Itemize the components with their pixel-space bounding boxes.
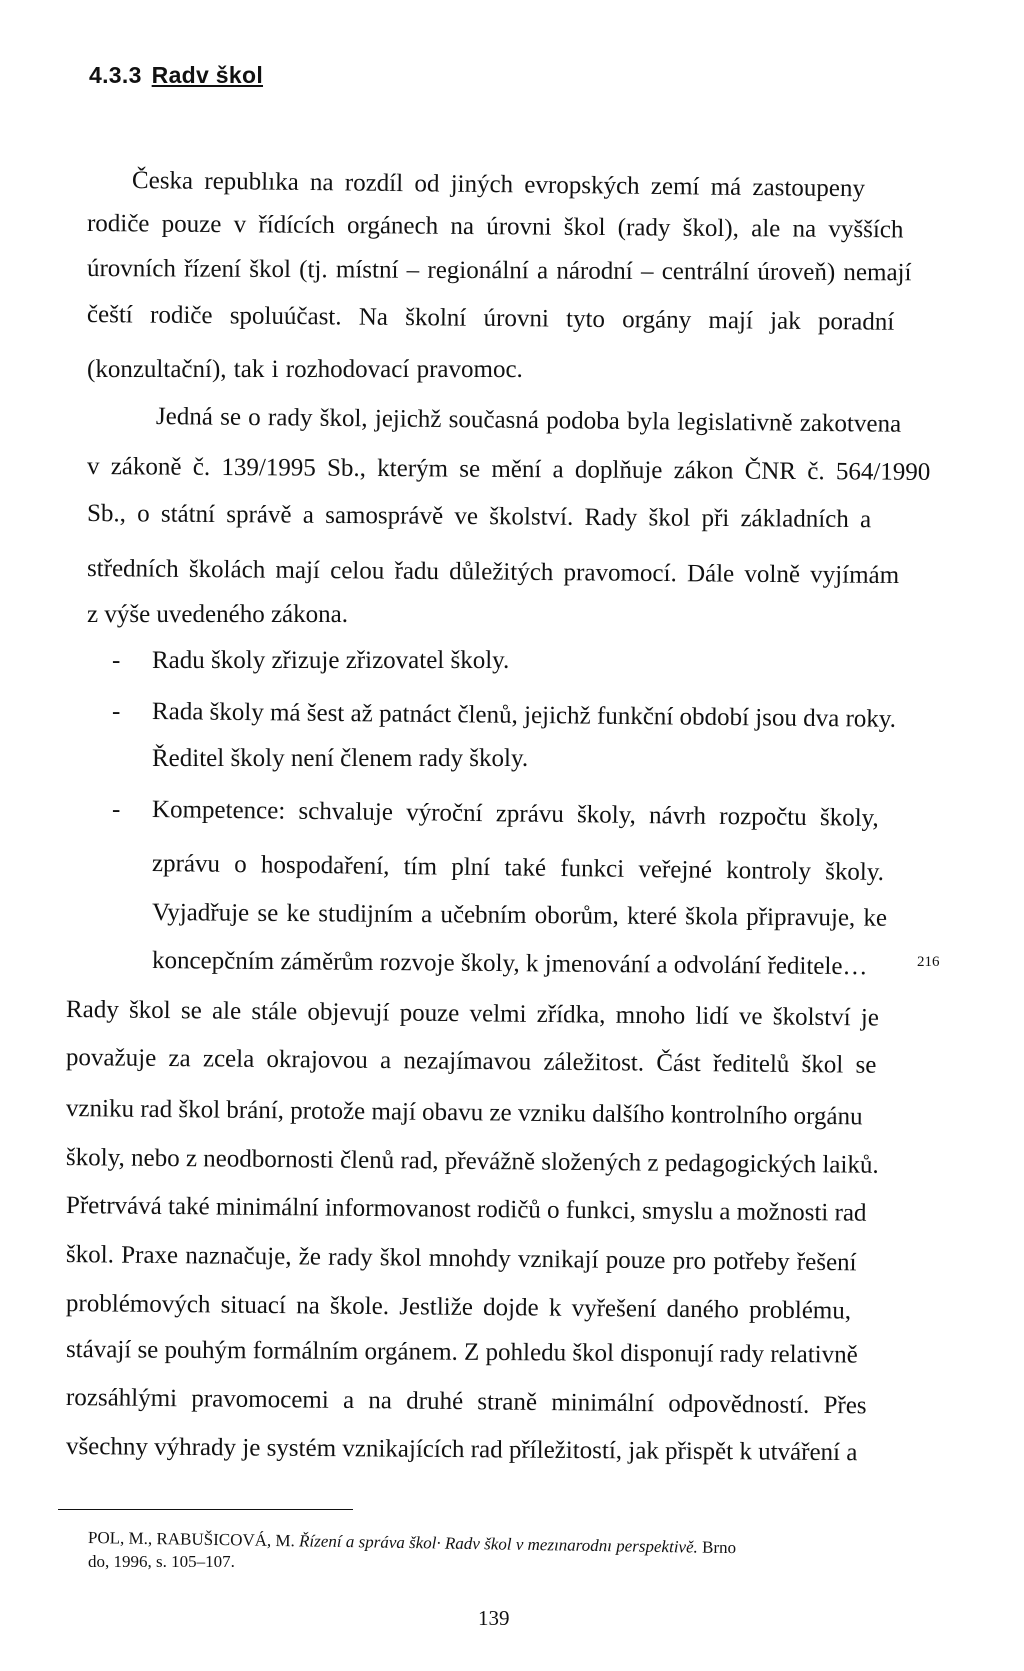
section-heading <box>89 62 263 89</box>
text-line: úrovních řízení škol (tj. místní – regionální a národní – centrální úroveň) nemají <box>86 255 912 287</box>
section-number: 4.3.3 <box>89 62 142 88</box>
document-page: 4.3.3 Radv škol Česka republıka na rozdíl od jiných evropských zemí má zastoupeny rodiče pouze v řídících orgánech na úrovni škol (rady škol), ale na vyšších úrovních řízení škol (tj. místní – regionální a národní – centrální úroveň) nemají čeští rodiče spoluúčast. Na školní úrovni tyto orgány mají jak poradní (konzultační), tak i rozhodovací pravomoc. Jedná se o rady škol, jejichž současná podoba byla legislativně zakotvena v zákoně č. 139/1995 Sb., kterým se mění a doplňuje zákon ČNR č. 564/1990 Sb., o státní správě a samosprávě ve školství. Rady škol při základních a středních školách mají celou řadu důležitých pravomocí. Dále volně vyjímám z výše uvedeného zákona. - Radu školy zřizuje zřizovatel školy. - Rada školy má šest až patnáct členů, jejichž funkční období jsou dva roky. Ředitel školy není členem rady školy. - Kompetence: schvaluje výroční zprávu školy, návrh rozpočtu školy, zprávu o hospodaření, tím plní také funkci veřejné kontroly školy. Vyjadřuje se ke studijním a učebním oborům, které škola připravuje, ke koncepčním záměrům rozvoje školy, k jmenování a odvolání ředitele… 216 Rady škol se ale stále objevují pouze velmi zřídka, mnoho lidí ve školství je považuje za zcela okrajovou a nezajímavou záležitost. Část ředitelů škol se vzniku rad škol brání, protože mají obavu ze vzniku dalšího kontrolního orgánu školy, nebo z neodbornosti členů rad, převážně složených z pedagogických laiků. Přetrvává také minimální informovanost rodičů o funkci, smyslu a možnosti rad škol. Praxe naznačuje, že rady škol mnohdy vznikají pouze pro potřeby řešení problémových situací na škole. Jestliže dojde k vyřešení daného problému, stávají se pouhým formálním orgánem. Z pohledu škol disponují rady relativně rozsáhlými pravomocemi a na druhé straně minimální odpovědností. Přes všechny výhrady je systém vznikajících rad příležitostí, jak přispět k utváření a POL, M., RABUŠICOVÁ, M. Řízení a správa škol· Radv škol v mezınarodnı perspektivě. Brno do, 1996, s. 105–107. 139 <box>0 0 1024 1671</box>
text-line: Jedná se o rady škol, jejichž současná podoba byla legislativně zakotvena <box>155 403 902 438</box>
text-line: škol. Praxe naznačuje, že rady škol mnohdy vznikají pouze pro potřeby řešení <box>65 1241 857 1277</box>
text-line: čeští rodiče spoluúčast. Na školní úrovni tyto orgány mají jak poradní <box>86 301 895 336</box>
text-line: rozsáhlými pravomocemi a na druhé straně minimální odpovědností. Přes <box>65 1384 867 1420</box>
text-line: považuje za zcela okrajovou a nezajímavou záležitost. Část ředitelů škol se <box>65 1044 877 1079</box>
text-line: stávají se pouhým formálním orgánem. Z pohledu škol disponují rady relativně <box>65 1336 858 1369</box>
text-line: Česka republıka na rozdíl od jiných evropských zemí má zastoupeny <box>131 167 866 203</box>
list-item-text: Kompetence: schvaluje výroční zprávu školy, návrh rozpočtu školy, <box>151 796 879 832</box>
text-line: v zákoně č. 139/1995 Sb., kterým se mění a doplňuje zákon ČNR č. 564/1990 <box>86 453 931 486</box>
text-line: Přetrvává také minimální informovanost rodičů o funkci, smyslu a možnosti rad <box>65 1192 867 1227</box>
list-item-text: Radu školy zřizuje zřizovatel školy. <box>152 647 510 674</box>
text-line: z výše uvedeného zákona. <box>87 601 348 628</box>
footnote-title: Řízení a správa škol· Radv škol v mezınarodnı perspektivě. <box>298 1531 699 1557</box>
text-line: školy, nebo z neodbornosti členů rad, převážně složených z pedagogických laiků. <box>65 1144 879 1179</box>
page-number: 139 <box>478 1606 510 1630</box>
list-item-text: koncepčním záměrům rozvoje školy, k jmenování a odvolání ředitele… <box>151 947 868 981</box>
text-line: Rady škol se ale stále objevují pouze velmi zřídka, mnoho lidí ve školství je <box>65 996 880 1032</box>
list-item-text: Rada školy má šest až patnáct členů, jejichž funkční období jsou dva roky. <box>151 698 897 733</box>
text-line: rodiče pouze v řídících orgánech na úrovni škol (rady škol), ale na vyšších <box>86 210 904 244</box>
footnote-place: Brno <box>701 1537 737 1558</box>
text-line: (konzultační), tak i rozhodovací pravomoc. <box>87 356 523 383</box>
text-line: středních školách mají celou řadu důležitých pravomocí. Dále volně vyjímám <box>86 555 900 590</box>
list-item-text: zprávu o hospodaření, tím plní také funkci veřejné kontroly školy. <box>151 850 885 886</box>
list-dash: - <box>112 796 121 823</box>
text-line: všechny výhrady je systém vznikajících rad příležitostí, jak přispět k utváření a <box>65 1433 858 1467</box>
list-item-text: Ředitel školy není členem rady školy. <box>152 745 529 772</box>
list-dash: - <box>112 647 121 674</box>
list-dash: - <box>112 698 121 725</box>
list-item-text: Vyjadřuje se ke studijním a učebním oborům, které škola připravuje, ke <box>151 899 888 932</box>
text-line: problémových situací na škole. Jestliže dojde k vyřešení daného problému, <box>65 1290 852 1325</box>
footnote-authors: POL, M., RABUŠICOVÁ, M. <box>87 1528 296 1551</box>
text-line: Sb., o státní správě a samosprávě ve školství. Rady škol při základních a <box>86 500 872 534</box>
text-line: vzniku rad škol brání, protože mají obavu ze vzniku dalšího kontrolního orgánu <box>65 1095 863 1131</box>
footnote-divider <box>58 1509 353 1510</box>
section-title: Radv škol <box>151 62 264 88</box>
footnote-line-2: do, 1996, s. 105–107. <box>88 1552 235 1571</box>
